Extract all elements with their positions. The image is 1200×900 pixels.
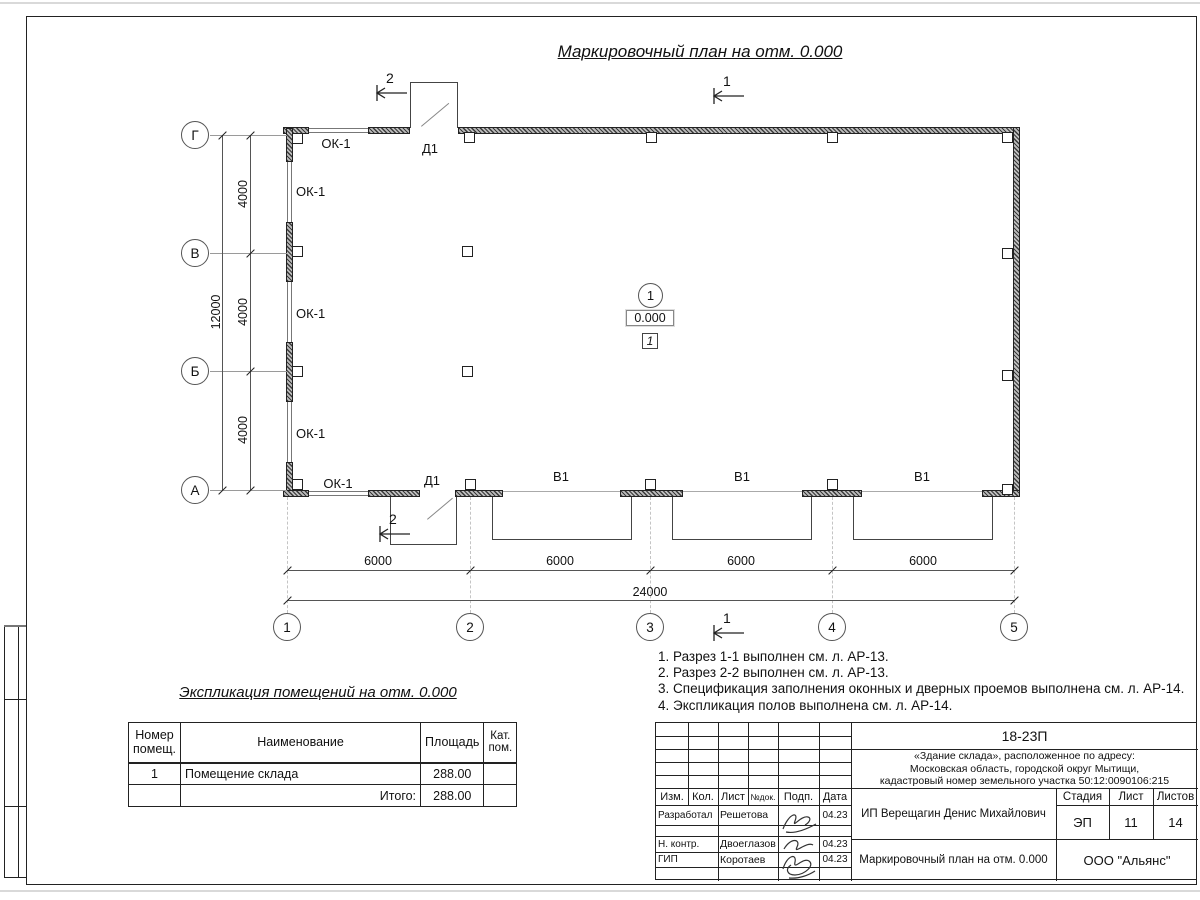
section-number: 1 [723, 610, 731, 626]
side-stamp-line [18, 625, 19, 877]
axis-line [287, 497, 288, 613]
sheet-label: Лист [1118, 790, 1144, 803]
title-block-line [656, 825, 851, 826]
col-ndok: №док. [750, 791, 776, 802]
gate-mark: В1 [734, 469, 750, 484]
address-line: Московская область, городской округ Мытищи, [909, 762, 1140, 775]
axis-bubble: В [181, 239, 209, 267]
window-symbol [287, 162, 292, 222]
note-line: 3. Спецификация заполнения оконных и дверных проемов выполнена см. л. АР-14. [658, 681, 1185, 697]
role-name: Коротаев [720, 853, 766, 866]
notes-list [658, 649, 1184, 714]
total-label-cell: Итого: [181, 785, 421, 807]
window-mark: ОК-1 [296, 306, 326, 321]
dimension-line [287, 600, 1014, 601]
section-arrow-icon [374, 83, 410, 103]
client-name: ИП Верещагин Денис Михайлович [861, 807, 1046, 820]
gate-mark: В1 [553, 469, 569, 484]
section-arrow-icon [711, 86, 747, 106]
role-label: Разработал [658, 809, 713, 821]
title-block-line [656, 775, 851, 776]
empty-cell [129, 785, 181, 807]
column-symbol [1002, 248, 1013, 259]
column-symbol [292, 133, 303, 144]
section-arrow-icon [711, 623, 747, 643]
wall-segment [455, 490, 503, 497]
elevation-mark: 0.000 [626, 310, 674, 326]
stage-label: Стадия [1062, 790, 1103, 803]
room-category-cell [484, 763, 517, 785]
room-number-cell: 1 [129, 763, 181, 785]
window-symbol [287, 402, 292, 462]
col-header-category: Кат. пом. [484, 723, 517, 763]
doc-number: 18-23П [1001, 728, 1048, 744]
title-block-line [656, 867, 851, 868]
axis-bubble: 3 [636, 613, 664, 641]
loading-platform [853, 497, 993, 540]
sheets-value: 14 [1168, 814, 1183, 830]
window-mark: ОК-1 [296, 184, 326, 199]
side-stamp-divider [4, 806, 26, 807]
role-date: 04.23 [822, 809, 848, 821]
role-date: 04.23 [822, 854, 848, 865]
title-block-line [656, 749, 851, 750]
dimension-value: 6000 [727, 554, 755, 568]
gate-symbol [503, 491, 620, 492]
gate-mark: В1 [914, 469, 930, 484]
column-symbol [292, 366, 303, 377]
project-address [851, 750, 1198, 788]
plan-title: Маркировочный план на отм. 0.000 [557, 42, 843, 61]
wall-segment [368, 490, 420, 497]
side-stamp-line [4, 625, 5, 877]
dimension-value: 4000 [236, 416, 250, 444]
column-symbol [464, 132, 475, 143]
dimension-value: 12000 [209, 294, 223, 330]
door-mark: Д1 [421, 141, 439, 156]
dimension-value: 6000 [546, 554, 574, 568]
door-mark: Д1 [423, 473, 441, 488]
column-symbol [1002, 370, 1013, 381]
role-date: 04.23 [822, 838, 848, 850]
sheets-label: Листов [1156, 790, 1195, 803]
total-area-cell: 288.00 [421, 785, 484, 807]
axis-bubble: А [181, 476, 209, 504]
section-number: 2 [389, 511, 397, 527]
col-header-number: Номер помещ. [129, 723, 181, 763]
wall-segment [458, 127, 1020, 134]
column-symbol [462, 246, 473, 257]
sheet-value: 11 [1124, 814, 1138, 830]
column-symbol [827, 479, 838, 490]
note-line: 2. Разрез 2-2 выполнен см. л. АР-13. [658, 665, 889, 681]
window-mark: ОК-1 [321, 136, 351, 151]
title-block-line [656, 762, 851, 763]
axis-bubble: 4 [818, 613, 846, 641]
col-izm: Изм. [660, 790, 684, 803]
address-line: кадастровый номер земельного участка 50:12:0090106:215 [879, 775, 1170, 787]
section-marker [377, 511, 413, 545]
wall-segment [620, 490, 683, 497]
paper-edge-bottom [0, 890, 1200, 892]
paper-edge-top [0, 2, 1200, 4]
note-line: 4. Экспликация полов выполнена см. л. АР-14. [658, 697, 953, 713]
col-header-area: Площадь [421, 723, 484, 763]
wall-segment [982, 490, 1020, 497]
window-symbol [287, 282, 292, 342]
dimension-value: 4000 [236, 180, 250, 208]
title-block-line [656, 736, 851, 737]
loading-platform [672, 497, 812, 540]
window-mark: ОК-1 [296, 426, 326, 441]
section-arrow-icon [377, 524, 413, 544]
dimension-value: 24000 [632, 585, 668, 599]
column-symbol [462, 366, 473, 377]
role-label: Н. контр. [658, 838, 700, 850]
column-symbol [465, 479, 476, 490]
col-data: Дата [822, 790, 848, 803]
dimension-value: 6000 [364, 554, 392, 568]
table-total-row [129, 785, 517, 807]
role-name: Решетова [720, 809, 769, 821]
axis-bubble: Б [181, 357, 209, 385]
axis-line [470, 497, 471, 613]
explication-table [128, 722, 517, 807]
axis-line [1014, 497, 1015, 613]
side-stamp-divider [4, 877, 26, 878]
column-symbol [645, 479, 656, 490]
title-block [655, 722, 1197, 880]
explication-title: Экспликация помещений на отм. 0.000 [179, 684, 457, 701]
role-name: Двоеглазов [720, 838, 776, 850]
axis-line [832, 497, 833, 613]
column-symbol [646, 132, 657, 143]
address-line: «Здание склада», расположенное по адресу: [914, 750, 1135, 762]
section-marker [374, 70, 410, 104]
side-stamp-divider [4, 699, 26, 700]
window-mark: ОК-1 [323, 476, 353, 491]
dimension-value: 6000 [909, 554, 937, 568]
gate-symbol [683, 491, 802, 492]
axis-bubble: 1 [273, 613, 301, 641]
axis-bubble: Г [181, 121, 209, 149]
col-list: Лист [721, 790, 745, 803]
axis-bubble: 5 [1000, 613, 1028, 641]
window-symbol [309, 128, 368, 133]
role-label: ГИП [658, 854, 678, 865]
signature-icon [779, 835, 819, 879]
gate-symbol [862, 491, 982, 492]
stage-value: ЭП [1073, 814, 1092, 830]
dimension-value: 4000 [236, 298, 250, 326]
dimension-line [250, 135, 251, 490]
room-name-cell: Помещение склада [181, 763, 421, 785]
axis-bubble: 2 [456, 613, 484, 641]
section-number: 2 [386, 70, 394, 86]
window-symbol [309, 491, 368, 496]
wall-segment [1013, 127, 1020, 497]
section-marker [711, 73, 747, 107]
empty-cell [484, 785, 517, 807]
wall-segment [802, 490, 862, 497]
wall-segment [368, 127, 410, 134]
room-number-bubble: 1 [638, 283, 663, 308]
section-number: 1 [723, 73, 731, 89]
column-symbol [292, 479, 303, 490]
section-marker [711, 610, 747, 644]
column-symbol [1002, 484, 1013, 495]
table-row [129, 763, 517, 785]
col-podp: Подп. [783, 790, 814, 803]
col-kol: Кол. [692, 790, 714, 803]
column-symbol [1002, 132, 1013, 143]
drawing-name: Маркировочный план на отм. 0.000 [859, 854, 1048, 866]
organization-name: ООО "Альянс" [1083, 852, 1171, 868]
column-symbol [827, 132, 838, 143]
col-header-name: Наименование [181, 723, 421, 763]
table-header-row [129, 723, 517, 763]
signature-icon [779, 807, 819, 835]
wall-segment [283, 490, 309, 497]
side-stamp-divider [4, 625, 26, 627]
note-line: 1. Разрез 1-1 выполнен см. л. АР-13. [658, 649, 889, 664]
column-symbol [292, 246, 303, 257]
loading-platform [492, 497, 632, 540]
room-area-cell: 288.00 [421, 763, 484, 785]
floor-type-mark: 1 [642, 333, 658, 349]
entrance-vestibule [410, 82, 458, 128]
